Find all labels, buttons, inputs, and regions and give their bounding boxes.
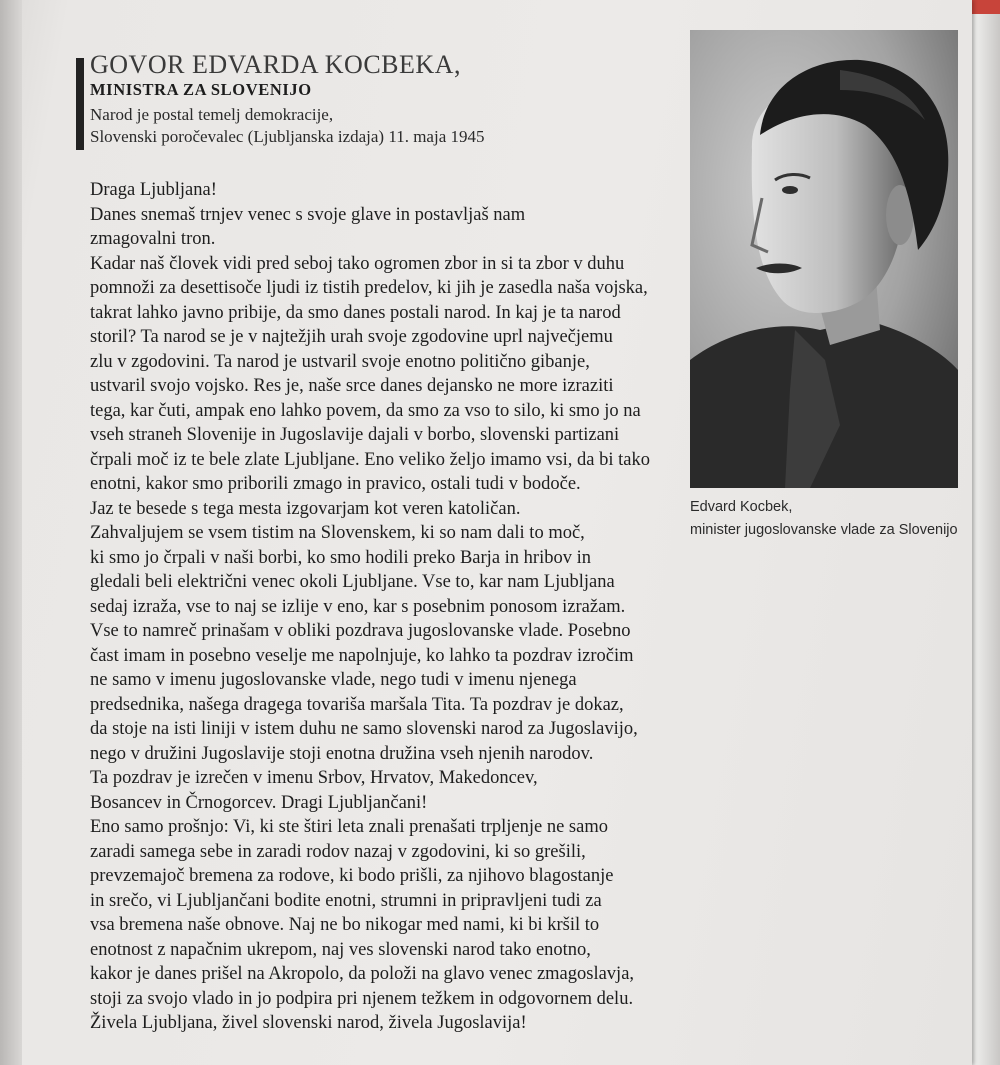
speech-line: nego v družini Jugoslavije stoji enotna družina vseh njenih narodov. — [90, 743, 594, 764]
speech-line: Eno samo prošnjo: Vi, ki ste štiri leta znali prenašati trpljenje ne samo — [90, 817, 608, 837]
speech-line: gledali beli električni venec okoli Ljubljane. Vse to, kar nam Ljubljana — [90, 572, 615, 592]
speech-line: zaradi samega sebe in zaradi rodov nazaj v zgodovini, ki so grešili, — [90, 841, 586, 862]
speech-line: Kadar naš človek vidi pred seboj tako ogromen zbor in si ta zbor v duhu — [90, 253, 625, 274]
speech-line: čast imam in posebno veselje me napolnjuje, ko lahko ta pozdrav izročim — [90, 645, 634, 666]
speech-line: tega, kar čuti, ampak eno lahko povem, da smo za vso to silo, ki smo jo na — [90, 400, 641, 421]
article-subtitle: MINISTRA ZA SLOVENIJO — [90, 80, 312, 99]
speech-line: pomnoži za desettisoče ljudi iz tistih predelov, ki jih je zasedla naša vojska, — [90, 278, 648, 298]
speech-line: Zahvaljujem se vsem tistim na Slovenskem, ki so nam dali to moč, — [90, 523, 585, 543]
speech-line: Danes snemaš trnjev venec s svoje glave in postavljaš nam — [90, 204, 526, 225]
speech-line: črpali moč iz te bele zlate Ljubljane. Eno veliko željo imamo vsi, da bi tako — [90, 449, 650, 470]
speech-line: Jaz te besede s tega mesta izgovarjam kot veren katoličan. — [90, 498, 521, 519]
speech-line: zmagovalni tron. — [90, 229, 216, 249]
speech-line: Bosancev in Črnogorcev. Dragi Ljubljančani! — [90, 792, 428, 813]
speech-line: Živela Ljubljana, živel slovenski narod, živela Jugoslavija! — [90, 1013, 527, 1033]
source-line-title: Narod je postal temelj demokracije, — [90, 105, 334, 124]
speech-line: ustvaril svojo vojsko. Res je, naše srce danes dejansko ne more izraziti — [90, 376, 614, 396]
speech-line: storil? Ta narod se je v najtežjih urah svoje zgodovine uprl največjemu — [90, 327, 613, 347]
photo-caption — [690, 496, 958, 542]
speech-line: enotnost z napačnim ukrepom, naj ves slovenski narod tako enotno, — [90, 939, 591, 960]
speech-line: in srečo, vi Ljubljančani bodite enotni, strumni in pripravljeni tudi za — [90, 890, 602, 911]
speech-line: Ta pozdrav je izrečen v imenu Srbov, Hrvatov, Makedoncev, — [90, 768, 538, 788]
speech-line: enotni, kakor smo priborili zmago in pravico, ostali tudi v bodoče. — [90, 474, 581, 494]
speech-text — [90, 178, 690, 1036]
speech-line: stoji za svojo vlado in jo podpira pri njenem težkem in odgovornem delu. — [90, 988, 634, 1009]
speech-line: zlu v zgodovini. Ta narod je ustvaril svoje enotno politično gibanje, — [90, 351, 590, 372]
source-line-publication: Slovenski poročevalec (Ljubljanska izdaja) 11. maja 1945 — [90, 127, 485, 146]
speech-line: sedaj izraža, vse to naj se izlije v eno, kar s posebnim ponosom izražam. — [90, 596, 626, 617]
speech-line: takrat lahko javno pribije, da smo danes postali narod. In kaj je ta narod — [90, 302, 621, 323]
speech-line: vsa bremena naše obnove. Naj ne bo nikogar med nami, ki bi kršil to — [90, 915, 600, 935]
caption-name: Edvard Kocbek, — [690, 499, 793, 515]
header-accent-bar — [76, 58, 84, 150]
portrait-illustration — [690, 30, 958, 488]
speech-line: ki smo jo črpali v naši borbi, ko smo hodili preko Barja in hribov in — [90, 547, 591, 568]
page-gutter — [0, 0, 22, 1065]
speech-line: ne samo v imenu jugoslovanske vlade, nego tudi v imenu njenega — [90, 670, 577, 690]
speech-line: prevzemajoč bremena za rodove, ki bodo prišli, za njihovo blagostanje — [90, 866, 614, 886]
speech-line: Draga Ljubljana! — [90, 180, 217, 200]
speech-line: da stoje na isti liniji v istem duhu ne samo slovenski narod za Jugoslavijo, — [90, 719, 638, 739]
portrait-photo — [690, 30, 958, 488]
speech-line: kakor je danes prišel na Akropolo, da položi na glavo venec zmagoslavja, — [90, 964, 635, 984]
caption-role: minister jugoslovanske vlade za Slovenijo — [690, 522, 958, 538]
speech-line: predsednika, našega dragega tovariša maršala Tita. Ta pozdrav je dokaz, — [90, 694, 624, 715]
speech-line: vseh straneh Slovenije in Jugoslavije dajali v borbo, slovenski partizani — [90, 425, 620, 445]
article-title: GOVOR EDVARDA KOCBEKA, — [90, 50, 461, 79]
speech-line: Vse to namreč prinašam v obliki pozdrava jugoslovanske vlade. Posebno — [90, 621, 631, 641]
